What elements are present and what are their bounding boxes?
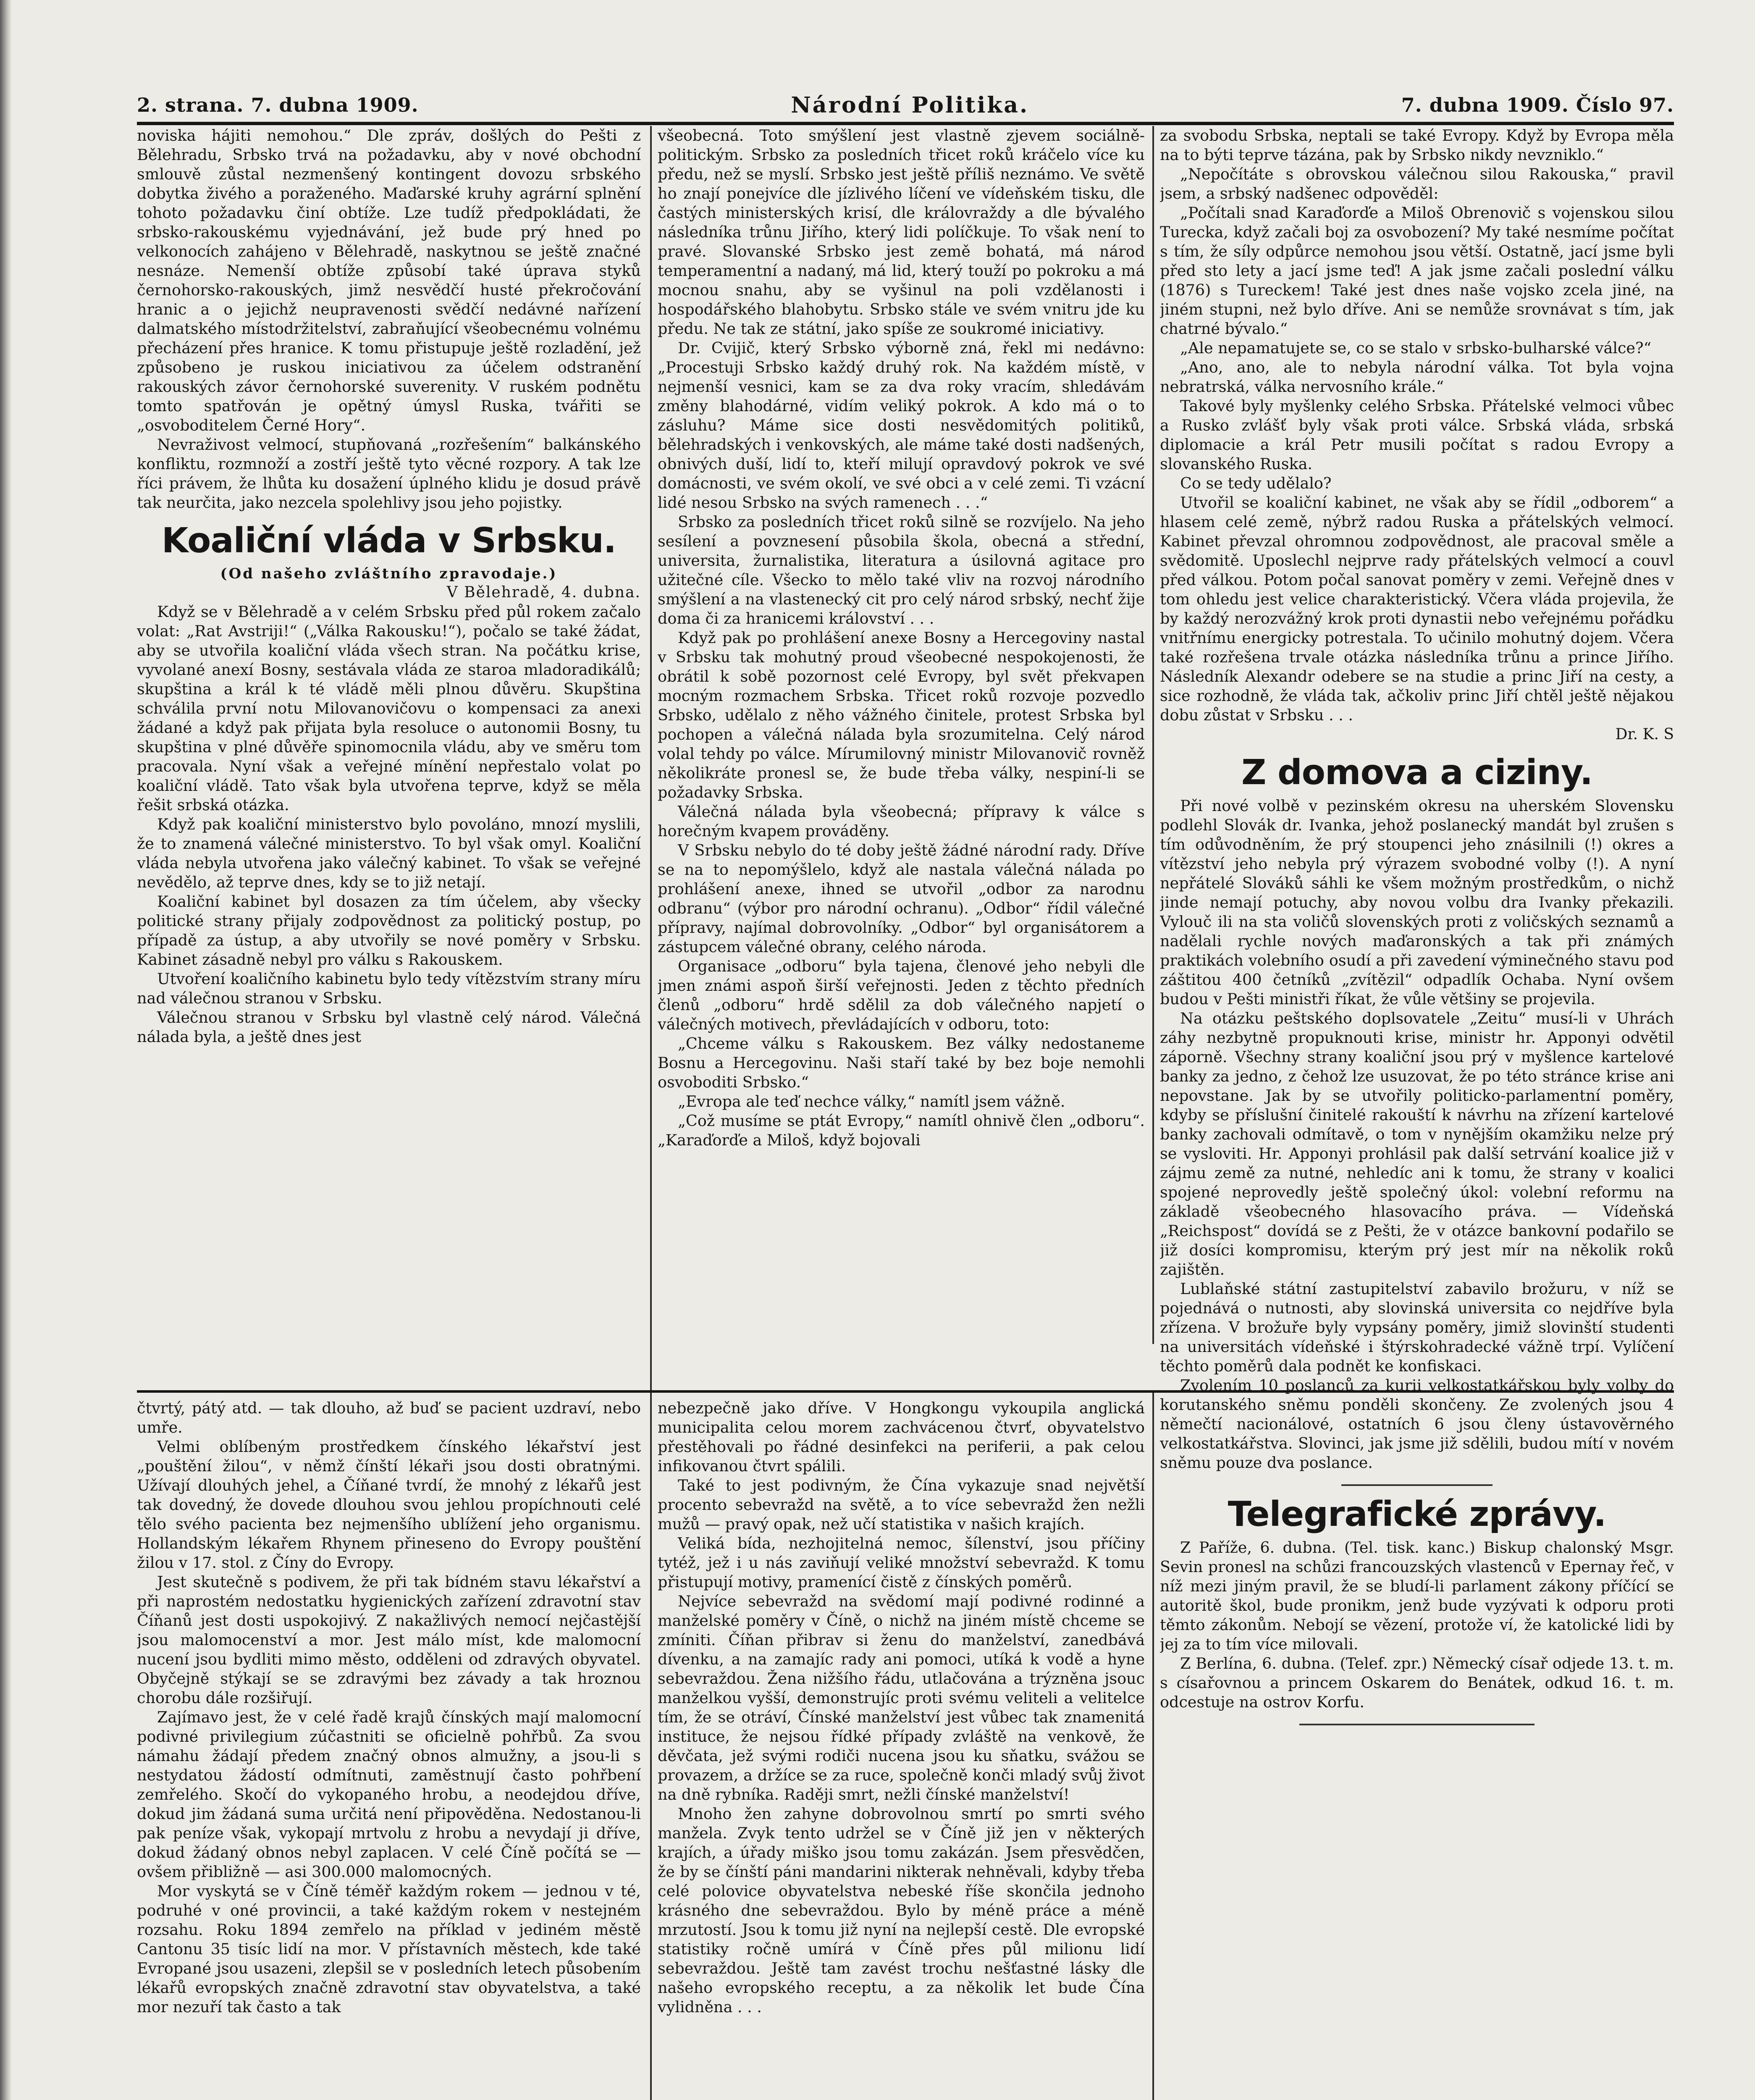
article-paragraph: Z Paříže, 6. dubna. (Tel. tisk. kanc.) Biskup chalonský Msgr. Sevin pronesl na schůzi francouzských vlastenců v Epernay řeč, v níž mezi jiným pravil, že se bludí-li parlament zákony příčící se autoritě škol, bude pronikm, jenž bude vyzývati k odporu proti těmto zákonům. Nebojí se vězení, protože ví, že katolické lidi by jej za to tím více milovali. bbox=[1160, 1538, 1674, 1653]
article-paragraph: Když se v Bělehradě a v celém Srbsku před půl rokem začalo volat: „Rat Avstriji!“ („Válka Rakousku!“), počalo se také žádat, aby se utvořila koaliční vláda všech stran. Na počátku krise, vyvolané anexí Bosny, sestávala vláda ze staroa mladoradikálů; skupština a král k té vládě měli plnou důvěru. Skupština schválila první notu Milovanovičovu o kompensaci za anexi žádané a když pak přijata byla resoluce o autonomii Bosny, tu skupština v plné důvěře spinomocnila vládu, aby ve směru tom pracovala. Nyní však a veřejné mínění nepřestalo volat po koaliční vládě. Tato však byla utvořena teprve, když se měla řešit srbská otázka. bbox=[137, 603, 641, 814]
article-paragraph: Když pak po prohlášení anexe Bosny a Hercegoviny nastal v Srbsku tak mohutný proud všeobecné nespokojenosti, že obrátil k sobě pozornost celé Evropy, byl svět překvapen mocným rozmachem Srbska. Třicet roků rozvoje pozvedlo Srbsko, udělalo z něho vážného činitele, protest Srbska byl pochopen a válečná nálada byla srozumitelna. Celý národ volal tehdy po válce. Mírumilovný ministr Milovanovič rovněž několikráte pronesl se, že bude třeba války, nespiní-li se požadavky Srbska. bbox=[658, 629, 1145, 801]
article-paragraph: „Ale nepamatujete se, co se stalo v srbsko-bulharské válce?“ bbox=[1180, 339, 1652, 357]
headline-z-domova: Z domova a ciziny. bbox=[1241, 753, 1593, 793]
article-paragraph: Zajímavo jest, že v celé řadě krajů čínských mají malomocní podivné privilegium zúčastniti se oficielně pohřbů. Za svou námahu žádají předem značný obnos almužny, a jsou-li s nestydatou žádostí odmítnuti, zaměstnují často pohřbení zemřelého. Skočí do vykopaného hrobu, a neodejdou dříve, dokud jim žádaná suma určitá není připověděna. Nedostanou-li pak peníze však, vykopají mrtvolu z hrobu a nevydají ji dříve, dokud žádaný obnos nebyl zaplacen. V celé Číně počítá se — ovšem přibližně — asi 300.000 malomocných. bbox=[137, 1708, 641, 1881]
article-paragraph: čtvrtý, pátý atd. — tak dlouho, až buď se pacient uzdraví, nebo umře. bbox=[137, 1399, 641, 1436]
section-divider bbox=[1299, 1724, 1535, 1725]
column-5-feuilleton bbox=[658, 1399, 1145, 2100]
article-paragraph: Koaliční kabinet byl dosazen za tím účelem, aby všecky politické strany přijaly zodpovědnost za politický postup, po případě za ústup, a aby utvořily se nové poměry v Srbsku. Kabinet zásadně nebyl pro válku s Rakouskem. bbox=[137, 892, 641, 969]
column-rule bbox=[1152, 126, 1154, 1344]
article-paragraph: Mnoho žen zahyne dobrovolnou smrtí po smrti svého manžela. Zvyk tento udržel se v Číně již jen v některých krajích, a úřady miško jsou tomu zakázán. Jsem přesvědčen, že by se čínští páni mandarini nikterak nehněvali, kdyby třeba celé polovice obyvatelstva nebeské říše skončila jednoho krásného dne sebevraždou. Bylo by méně práce a méně mrzutostí. Jsou k tomu již nyní na nejlepší cestě. Dle evropské statistiky ročně umírá v Číně přes půl milionu lidí sebevraždou. Ještě tam zavést trochu nešťastné lásky dle našeho evropského receptu, a za několik let bude Čína vylidněna . . . bbox=[658, 1805, 1145, 2016]
section-divider bbox=[1341, 1484, 1493, 1486]
article-paragraph: Veliká bída, nezhojitelná nemoc, šílenství, jsou příčiny tytéž, jež i u nás zaviňují veliké množství sebevražd. K tomu přistupují motivy, pramenící čistě z čínských poměrů. bbox=[658, 1534, 1145, 1591]
article-paragraph: V Srbsku nebylo do té doby ještě žádné národní rady. Dříve se na to nepomýšlelo, když ale nastala válečná nálada po prohlášení anexe, ihned se utvořil „odbor za narodnu odbranu“ (výbor pro národní ochranu). „Odbor“ řídil válečné přípravy, najímal dobrovolníky. „Odbor“ byl organisátorem a zástupcem válečné obrany, celého národa. bbox=[658, 841, 1145, 956]
column-3 bbox=[1160, 126, 1674, 2100]
article-paragraph: „Nepočítáte s obrovskou válečnou silou Rakouska,“ pravil jsem, a srbský nadšenec odpověděl: bbox=[1160, 165, 1674, 202]
article-paragraph: Jest skutečně s podivem, že při tak bídném stavu lékařství a při naprostém nedostatku hygienických zařízení zdravotní stav Číňanů jest dosti uspokojivý. Z nakažlivých nemocí nejčastější jsou malomocenství a mor. Jest málo míst, kde malomocní nucení jsou bydliti mimo město, odděleni od zdravých obyvatel. Obyčejně stýkají se se zdravými bez závady a tak hroznou chorobu dále rozšiřují. bbox=[137, 1573, 641, 1707]
headline-koalicni-vlada: Koaliční vláda v Srbsku. bbox=[161, 521, 616, 561]
article-dateline: V Bělehradě, 4. dubna. bbox=[446, 584, 641, 601]
article-paragraph: Když pak koaliční ministerstvo bylo povoláno, mnozí myslili, že to znamená válečné ministerstvo. To byl však omyl. Koaliční vláda nebyla utvořena jako válečný kabinet. To však se veřejné nevědělo, až teprve dnes, kdy se to již netají. bbox=[137, 815, 641, 891]
article-paragraph: za svobodu Srbska, neptali se také Evropy. Když by Evropa měla na to býti teprve tázána, pak by Srbsko nikdy nevzniklo.“ bbox=[1160, 126, 1674, 164]
article-paragraph: Velmi oblíbeným prostředkem čínského lékařství jest „pouštění žilou“, v němž čínští lékaři jsou dosti obratnými. Užívají dlouhých jehel, a Číňané tvrdí, že mnohý z lékařů jest tak dovedný, že dovede dlouhou svou jehlou propíchnouti celé tělo svého pacienta bez nejmenšího ublížení jeho organismu. Hollandským lékařem Rhynem přineseno do Evropy pouštění žilou v 17. stol. z Číny do Evropy. bbox=[137, 1438, 641, 1572]
article-paragraph: Válečnou stranou v Srbsku byl vlastně celý národ. Válečná nálada byla, a ještě dnes jest bbox=[137, 1008, 641, 1046]
issue-date-number: 7. dubna 1909. Číslo 97. bbox=[1401, 94, 1674, 116]
article-paragraph: Dr. Cvijič, který Srbsko výborně zná, řekl mi nedávno: „Procestuji Srbsko každý druhý rok. Na každém místě, v nejmenší vesnici, kam se za dva roky vracím, shledávám změny blahodárné, vidím veliký pokrok. A kdo má o to zásluhu? Máme sice dosti nesvědomitých politiků, bělehradských i venkovských, ale máme také dosti nadšených, obnivých duší, lidí to, kteří milují opravdový pokrok ve své domácnosti, ve svém okolí, ve své obci a v celé zemi. Ti vzácní lidé nesou Srbsko na svých ramenech . . .“ bbox=[658, 339, 1145, 512]
article-byline: (Od našeho zvláštního zpravodaje.) bbox=[220, 565, 558, 582]
article-paragraph: Na otázku peštského doplsovatele „Zeitu“ musí-li v Uhrách záhy nezbytně propuknouti krise, ministr hr. Apponyi odvětil záporně. Všechny strany koaliční jsou prý v myšlence kartelové banky za jedno, z čehož lze usuzovat, že po této stránce krise ani nepovstane. Jak by se utvořily politicko-parlamentní poměry, kdyby se příslušní činitelé rakouští k návrhu na zřízení kartelové banky zachovali odmítavě, o tom v nynějším okamžiku nelze prý se vysloviti. Hr. Apponyi prohlásil pak další setrvání koalice již v zájmu země za nutné, nehledíc ani k tomu, že strany v koalici spojené neprovedly ještě společný úkol: volební reformu na základě všeobecného hlasovacího práva. — Vídeňská „Reichspost“ dovídá se z Pešti, že v otázce bankovní podařilo se již dosíci kompromisu, kterým prý jest mír na několik roků zajištěn. bbox=[1160, 1009, 1674, 1278]
article-paragraph: Nevraživost velmocí, stupňovaná „rozřešením“ balkánského konfliktu, rozmnoží a zostří ještě tyto věcné rozpory. A tak lze říci právem, že lhůta ku dosažení úplného klidu je dosud právě tak neurčita, jako nezcela spolehlivy jsou jeho pojistky. bbox=[137, 436, 641, 512]
page-number-date: 2. strana. 7. dubna 1909. bbox=[137, 94, 419, 116]
article-paragraph: Také to jest podivným, že Čína vykazuje snad největší procento sebevražd na světě, a to více sebevražd žen nežli mužů — pravý opak, než učí statistika v našich krajích. bbox=[658, 1476, 1145, 1533]
newspaper-title: Národní Politika. bbox=[791, 92, 1029, 118]
article-paragraph: Zvolením 10 poslanců za kurii velkostatkářskou byly volby do korutanského sněmu ponděli skončeny. Ze zvolených jsou 4 němečtí nacionálové, ostatních 6 jsou členy ústavověrného velkostatkářstva. Slovinci, jak jsme již sdělili, budou mítí v novém sněmu pouze dva poslance. bbox=[1160, 1376, 1674, 1472]
column-4-feuilleton bbox=[137, 1399, 641, 2100]
column-2 bbox=[658, 126, 1145, 1388]
article-paragraph: Takové byly myšlenky celého Srbska. Přátelské velmoci vůbec a Rusko zvlášť byly však proti válce. Srbská vláda, srbská diplomacie a král Petr musili počítat s radou Evropy a slovanského Ruska. bbox=[1160, 397, 1674, 473]
article-paragraph: Utvořil se koaliční kabinet, ne však aby se řídil „odborem“ a hlasem celé země, nýbrž radou Ruska a přátelských velmocí. Kabinet převzal ohromnou zodpovědnost, ale pracoval směle a svědomitě. Uposlechl nejprve rady přátelských velmocí a couvl před válkou. Potom počal sanovat poměry v zemi. Veřejně dnes v tom ohledu jest velice charakteristický. Včera vláda projevila, že by každý nerozvážný krok proti dynastii nebo veřejnému pořádku vnitřnímu energicky potrestala. To učinilo mohutný dojem. Včera také rozřešena trvale otázka následníka trůnu a prince Jiřího. Následník Alexandr odebere se na studie a princ Jiří na cesty, a sice rozhodně, že vláda tak, ačkoliv princ Jiří chtěl ještě nějakou dobu zůstat v Srbsku . . . bbox=[1160, 494, 1674, 724]
masthead bbox=[137, 88, 1674, 122]
article-paragraph: všeobecná. Toto smýšlení jest vlastně zjevem sociálně-politickým. Srbsko za posledních třicet roků kráčelo více ku předu, než se myslí. Srbsko jest ještě příliš neznámo. Ve světě ho znají ponejvíce dle jízlivého líčení ve vídeňském tisku, dle častých ministerských krisí, dle královraždy a dle bývalého následníka trůnu Jiřího, který lidi políčkuje. To však není to pravé. Slovanské Srbsko jest země bohatá, má národ temperamentní a nadaný, má lid, který touží po pokroku a má mocnou snahu, aby se vyšinul na poli vzdělanosti i hospodářského blahobytu. Srbsko stále ve svém vnitru jde ku předu. Ne tak ze státní, jako spíše ze soukromé iniciativy. bbox=[658, 126, 1145, 338]
article-paragraph: Válečná nálada byla všeobecná; přípravy k válce s horečným kvapem prováděny. bbox=[658, 803, 1145, 840]
headline-telegraficke-zpravy: Telegrafické zprávy. bbox=[1228, 1494, 1606, 1534]
article-paragraph: nebezpečně jako dříve. V Hongkongu vykoupila anglická municipalita celou morem zachvácenou čtvrť, obyvatelstvo přestěhovali po řádné desinfekci na periferii, a pak celou infikovanou čtvrt spálili. bbox=[658, 1399, 1145, 1475]
article-paragraph: „Evropa ale teď nechce války,“ namítl jsem vážně. bbox=[678, 1092, 1065, 1110]
column-rule bbox=[650, 126, 652, 1390]
article-paragraph: Nejvíce sebevražd na svědomí mají podivné rodinné a manželské poměry v Číně, o nichž na jiném místě chceme se zmíniti. Číňan přibrav si ženu do manželství, zanedbává dívenku, a na zamajíc rady ani pomoci, utíká k vodě a hyne sebevraždou. Žena nižšího řádu, utlačována a trýzněna jsouc manželkou vyšší, demonstrujíc proti svému veliteli a velitelce tím, že se otráví, Čínské manželství jest vůbec tak znamenitá instituce, že nejsou řídké případy zvláště na venkově, že děvčata, jež svými rodiči nucena jsou ku sňatku, svážou se provazem, a držíce se za ruce, společně konči mladý svůj život na dně rybníka. Raději smrt, nežli čínské manželství! bbox=[658, 1592, 1145, 1803]
article-paragraph: Co se tedy udělalo? bbox=[1180, 474, 1332, 492]
masthead-rule bbox=[137, 122, 1674, 125]
article-paragraph: „Chceme válku s Rakouskem. Bez války nedostaneme Bosnu a Hercegovinu. Naši staří také by bez boje nemohli osvoboditi Srbsko.“ bbox=[658, 1034, 1145, 1091]
article-paragraph: „Počítali snad Karaďorďe a Miloš Obrenovič s vojenskou silou Turecka, když začali boj za osvobození? My také nesmíme počítat s tím, že síly odpůrce nemohou jsou větší. Ostatně, jací jsme byli před sto lety a jací jsme teď! A jak jsme začali poslední válku (1876) s Tureckem! Také jest dnes naše vojsko zcela jiné, na jiném stupni, než bylo dříve. Ani se nemůže srovnávat s tím, jak chatrné bývalo.“ bbox=[1160, 204, 1674, 338]
article-paragraph: Mor vyskytá se v Číně téměř každým rokem — jednou v té, podruhé v oné provincii, a také každým rokem v nestejném rozsahu. Roku 1894 zemřelo na příklad v jediném městě Cantonu 35 tisíc lidí na mor. V přístavních městech, kde také Evropané jsou usazeni, zlepšil se v posledních letech působením lékařů evropských značně zdravotní stav obyvatelstva, a také mor nezuří tak často a tak bbox=[137, 1882, 641, 2016]
article-paragraph: Organisace „odboru“ byla tajena, členové jeho nebyli dle jmen známi aspoň širší veřejnosti. Jeden z těchto předních členů „odboru“ hrdě sdělil za dob válečného napjetí o válečných motivech, převládajících v odboru, toto: bbox=[658, 957, 1145, 1033]
article-paragraph: Srbsko za posledních třicet roků silně se rozvíjelo. Na jeho sesílení a povznesení působila škola, obecná a střední, universita, žurnalistika, literatura a úsilovná agitace pro užitečné cíle. Všecko to mělo také vliv na rozvoj národního smýšlení a na vlastenecký cit pro celý národ srbský, nechť žije doma či za hranicemi království . . . bbox=[658, 513, 1145, 627]
article-paragraph: Utvoření koaličního kabinetu bylo tedy vítězstvím strany míru nad válečnou stranou v Srbsku. bbox=[137, 970, 641, 1007]
article-paragraph: noviska hájiti nemohou.“ Dle zpráv, došlých do Pešti z Bělehradu, Srbsko trvá na požadavku, aby v nové obchodní smlouvě zůstal nezmenšený kontingent dovozu srbského dobytka živého a poraženého. Maďarské kruhy agrární splnění tohoto požadavku činí obtíže. Lze tudíž předpokládati, že srbsko-rakouskému vyjednávání, jež bude prý hned po velkonocích zahájeno v Bělehradě, naskytnou se ještě značné nesnáze. Nemenší obtíže způsobí také úprava styků černohorsko-rakouských, jimž nesvědčí husté překročování hranic a o jejichž neupravenosti svědčí nedávné nařízení dalmatského místodržitelství, zabraňující všeobecnému volnému přecházení přes hranice. K tomu přistupuje ještě rozladění, jež způsobeno je ruskou iniciativou za účelem odstranění rakouských závor černohorské suverenity. V ruském podnětu tomto spatřován je opětný úmysl Ruska, tvářiti se „osvoboditelem Černé Hory“. bbox=[137, 126, 641, 434]
column-rule bbox=[1152, 1393, 1154, 2100]
article-paragraph: Lublaňské státní zastupitelství zabavilo brožuru, v níž se pojednává o nutnosti, aby slovinská universita co nejdříve byla zřízena. V brožuře byly vypsány poměry, jimiž slovinští studenti na universitách vídeňské i štýrskohradecké vážně trpí. Vylíčení těchto poměrů dala podnět ke konfiskaci. bbox=[1160, 1280, 1674, 1375]
article-paragraph: „Ano, ano, ale to nebyla národní válka. Tot byla vojna nebratrská, válka nervosního krále.“ bbox=[1160, 358, 1674, 396]
author-signature: Dr. K. S bbox=[1615, 726, 1674, 743]
page-scan-edge bbox=[0, 0, 12, 2100]
article-paragraph: „Což musíme se ptát Evropy,“ namítl ohnivě člen „odboru“. „Karaďorďe a Miloš, když bojovali bbox=[658, 1112, 1145, 1149]
article-paragraph: Při nové volbě v pezinském okresu na uherském Slovensku podlehl Slovák dr. Ivanka, jehož poslanecký mandát byl zrušen s tím odůvodněním, že prý stoupenci jeho znásilnili (!) okres a vítězství jeho nebyla prý výrazem svobodné volby (!). A nyní nepřátelé Slováků sáhli ke všem možným prostředkům, o nichž jinde nemají potuchy, aby novou volbu dra Ivanky překazili. Vylouč ili na sta voličů slovenských proti z voličských seznamů a nadělali rychle nových maďaronských a tak při známých praktikách volebního osudí a při zavedení výminečného stavu pod záštitou 400 četníků „zvítězil“ odpadlík Ochaba. Nyní ovšem budou v Pešti ministři říkat, že vůle většiny se projevila. bbox=[1160, 797, 1674, 1008]
column-rule bbox=[650, 1393, 652, 2100]
article-paragraph: Z Berlína, 6. dubna. (Telef. zpr.) Německý císař odjede 13. t. m. s císařovnou a princem Oskarem do Benátek, odkud 16. t. m. odcestuje na ostrov Korfu. bbox=[1160, 1654, 1674, 1711]
column-1 bbox=[137, 126, 641, 1388]
